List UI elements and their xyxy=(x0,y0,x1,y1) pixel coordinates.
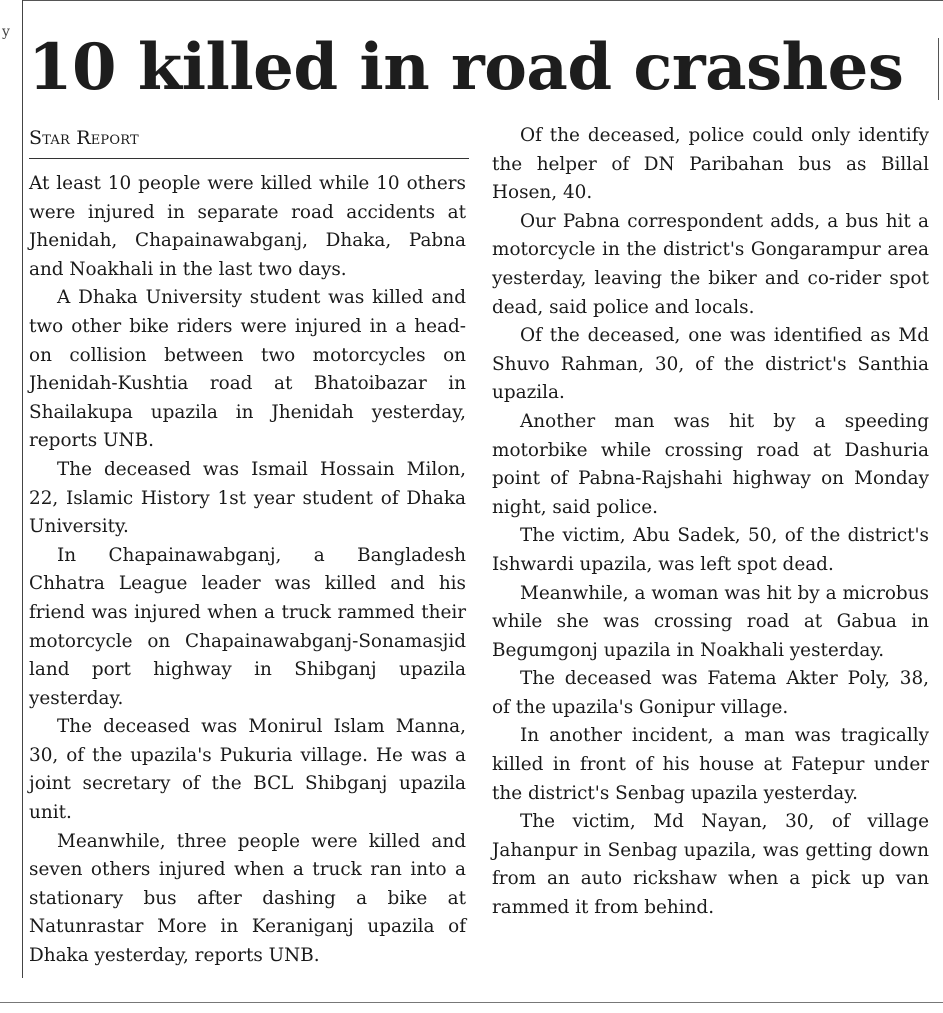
paragraph: The victim, Md Nayan, 30, of village Jahanpur in Senbag upazila, was getting down from an auto rickshaw when a pick up van rammed it from behind. xyxy=(492,811,929,919)
byline: Star Report xyxy=(29,126,469,159)
article-column-right xyxy=(492,122,929,923)
paragraph: In another incident, a man was tragically killed in front of his house at Fatepur under the district's Senbag upazila yesterday. xyxy=(492,725,929,804)
article-column-left xyxy=(29,170,466,971)
paragraph: Of the deceased, one was identified as Md Shuvo Rahman, 30, of the district's Santhia upazila. xyxy=(492,325,929,404)
paragraph: Of the deceased, police could only identify the helper of DN Paribahan bus as Billal Hosen, 40. xyxy=(492,125,929,204)
paragraph: In Chapainawabganj, a Bangladesh Chhatra League leader was killed and his friend was injured when a truck rammed their motorcycle on Chapainawabganj-Sonamasjid land port highway in Shibganj upazila yesterday. xyxy=(29,544,466,709)
paragraph: The deceased was Fatema Akter Poly, 38, of the upazila's Gonipur village. xyxy=(492,668,929,718)
paragraph: Our Pabna correspondent adds, a bus hit a motorcycle in the district's Gongarampur area yesterday, leaving the biker and co-rider spot dead, said police and locals. xyxy=(492,210,929,318)
paragraph: At least 10 people were killed while 10 others were injured in separate road accidents at Jhenidah, Chapainawabganj, Dhaka, Pabna and Noakhali in the last two days. xyxy=(29,173,466,280)
paragraph: Meanwhile, three people were killed and seven others injured when a truck ran into a stationary bus after dashing a bike at Natunrastar More in Keraniganj upazila of Dhaka yesterday, reports UNB. xyxy=(29,830,466,967)
headline: 10 killed in road crashes xyxy=(28,30,904,105)
paragraph: The deceased was Ismail Hossain Milon, 22, Islamic History 1st year student of Dhaka University. xyxy=(29,458,466,538)
adjacent-article-fragment: y xyxy=(2,24,10,40)
paragraph: Another man was hit by a speeding motorbike while crossing road at Dashuria point of Pabna-Rajshahi highway on Monday night, said police. xyxy=(492,410,929,518)
paragraph: The deceased was Monirul Islam Manna, 30, of the upazila's Pukuria village. He was a joint secretary of the BCL Shibganj upazila unit. xyxy=(29,716,466,824)
top-rule xyxy=(22,0,943,1)
bottom-rule xyxy=(0,1002,943,1003)
paragraph: Meanwhile, a woman was hit by a microbus while she was crossing road at Gabua in Begumgonj upazila in Noakhali yesterday. xyxy=(492,582,929,661)
adjacent-article-edge xyxy=(938,38,943,100)
paragraph: A Dhaka University student was killed and two other bike riders were injured in a head-on collision between two motorcycles on Jhenidah-Kushtia road at Bhatoibazar in Shailakupa upazila in Jhenidah yesterday, reports UNB. xyxy=(29,287,466,452)
paragraph: The victim, Abu Sadek, 50, of the district's Ishwardi upazila, was left spot dead. xyxy=(492,525,929,575)
left-column-rule xyxy=(22,0,23,978)
